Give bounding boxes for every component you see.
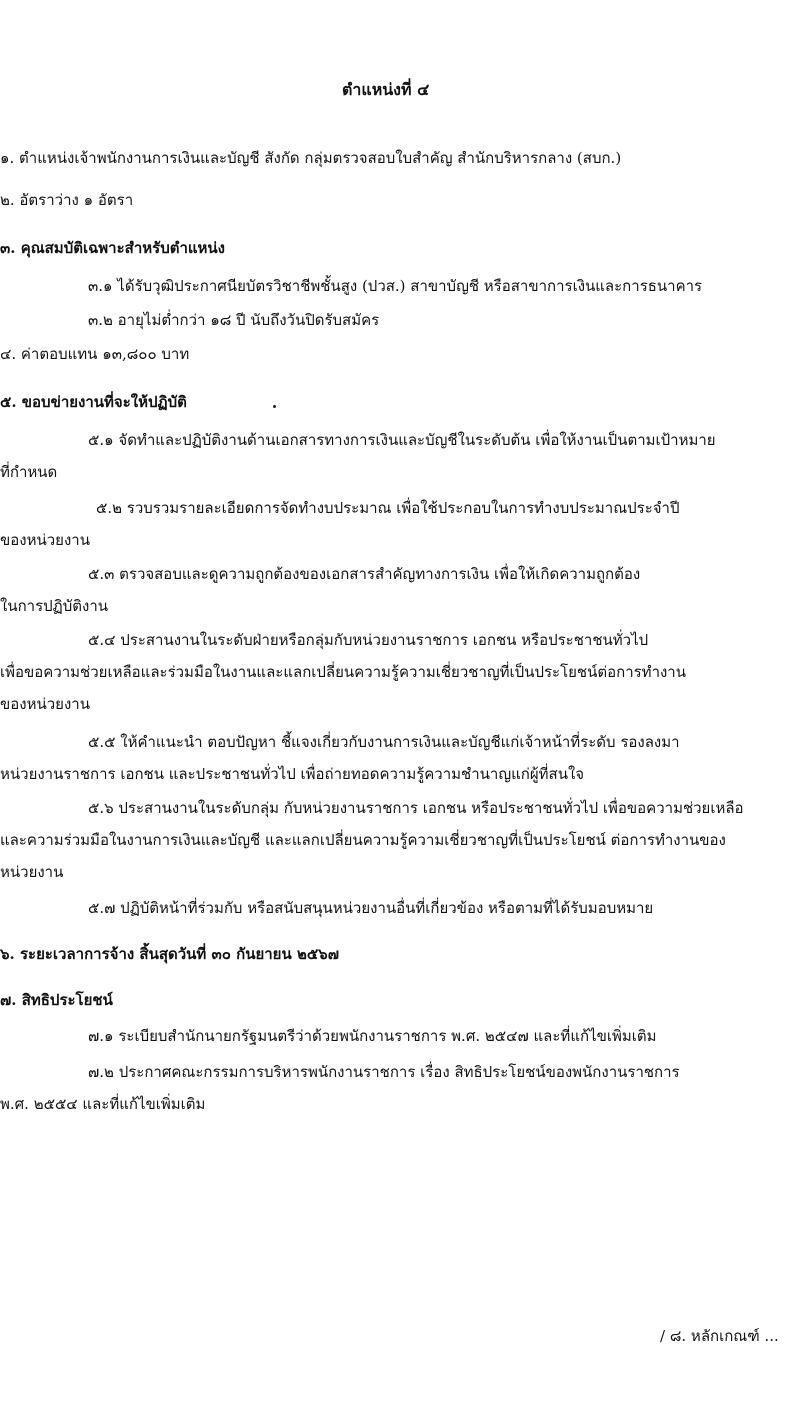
stray-dot [273, 405, 276, 408]
section-5-4-line-3: ของหน่วยงาน [0, 695, 90, 713]
section-7-1: ๗.๑ ระเบียบสำนักนายกรัฐมนตรีว่าด้วยพนักงานราชการ พ.ศ. ๒๕๔๗ และที่แก้ไขเพิ่มเติม [88, 1027, 657, 1045]
section-7-2-line-1: ๗.๒ ประกาศคณะกรรมการบริหารพนักงานราชการ เรื่อง สิทธิประโยชน์ของพนักงานราชการ [88, 1063, 680, 1081]
section-5-1-line-1: ๕.๑ จัดทำและปฏิบัติงานด้านเอกสารทางการเงินและบัญชีในระดับต้น เพื่อให้งานเป็นตามเป้าหมาย [88, 431, 716, 449]
section-6-duration: ๖. ระยะเวลาการจ้าง สิ้นสุดวันที่ ๓๐ กันยายน ๒๕๖๗ [0, 945, 339, 963]
section-7-2-line-2: พ.ศ. ๒๕๕๔ และที่แก้ไขเพิ่มเติม [0, 1095, 206, 1113]
section-3-2: ๓.๒ อายุไม่ต่ำกว่า ๑๘ ปี นับถึงวันปิดรับสมัคร [88, 311, 380, 329]
section-5-5-line-1: ๕.๕ ให้คำแนะนำ ตอบปัญหา ชี้แจงเกี่ยวกับงานการเงินและบัญชีแก่เจ้าหน้าที่ระดับ รองลงมา [88, 733, 680, 751]
section-3-heading: ๓. คุณสมบัติเฉพาะสำหรับตำแหน่ง [0, 239, 226, 257]
continuation-footer: / ๘. หลักเกณฑ์ ... [660, 1327, 779, 1345]
section-5-6-line-3: หน่วยงาน [0, 863, 64, 881]
section-1-position: ๑. ตำแหน่งเจ้าพนักงานการเงินและบัญชี สังกัด กลุ่มตรวจสอบใบสำคัญ สำนักบริหารกลาง (สบก.) [0, 149, 622, 167]
section-2-vacancy: ๒. อัตราว่าง ๑ อัตรา [0, 191, 134, 209]
section-5-6-line-1: ๕.๖ ประสานงานในระดับกลุ่ม กับหน่วยงานราชการ เอกชน หรือประชาชนทั่วไป เพื่อขอความช่วยเหลือ [88, 799, 744, 817]
section-5-6-line-2: และความร่วมมือในงานการเงินและบัญชี และแลกเปลี่ยนความรู้ความเชี่ยวชาญที่เป็นประโยชน์ ต่อการทำงานของ [0, 831, 726, 849]
section-5-heading: ๕. ขอบข่ายงานที่จะให้ปฏิบัติ [0, 393, 187, 411]
page-title: ตำแหน่งที่ ๔ [342, 80, 430, 99]
section-3-1: ๓.๑ ได้รับวุฒิประกาศนียบัตรวิชาชีพชั้นสูง (ปวส.) สาขาบัญชี หรือสาขาการเงินและการธนาคาร [88, 277, 703, 295]
section-5-4-line-1: ๕.๔ ประสานงานในระดับฝ่ายหรือกลุ่มกับหน่วยงานราชการ เอกชน หรือประชาชนทั่วไป [88, 631, 649, 649]
section-5-3-line-1: ๕.๓ ตรวจสอบและดูความถูกต้องของเอกสารสำคัญทางการเงิน เพื่อให้เกิดความถูกต้อง [88, 565, 641, 583]
section-5-3-line-2: ในการปฏิบัติงาน [0, 597, 108, 615]
section-5-2-line-1: ๕.๒ รวบรวมรายละเอียดการจัดทำงบประมาณ เพื่อใช้ประกอบในการทำงบประมาณประจำปี [96, 499, 680, 517]
section-4-compensation: ๔. ค่าตอบแทน ๑๓,๘๐๐ บาท [0, 345, 190, 363]
section-5-7: ๕.๗ ปฏิบัติหน้าที่ร่วมกับ หรือสนับสนุนหน่วยงานอื่นที่เกี่ยวข้อง หรือตามที่ได้รับมอบหมาย [88, 899, 654, 917]
section-5-2-line-2: ของหน่วยงาน [0, 531, 90, 549]
section-7-heading: ๗. สิทธิประโยชน์ [0, 991, 113, 1009]
section-5-1-line-2: ที่กำหนด [0, 463, 58, 481]
section-5-4-line-2: เพื่อขอความช่วยเหลือและร่วมมือในงานและแลกเปลี่ยนความรู้ความเชี่ยวชาญที่เป็นประโยชน์ต่อการทำงาน [0, 663, 686, 681]
section-5-5-line-2: หน่วยงานราชการ เอกชน และประชาชนทั่วไป เพื่อถ่ายทอดความรู้ความชำนาญแก่ผู้ที่สนใจ [0, 765, 585, 783]
